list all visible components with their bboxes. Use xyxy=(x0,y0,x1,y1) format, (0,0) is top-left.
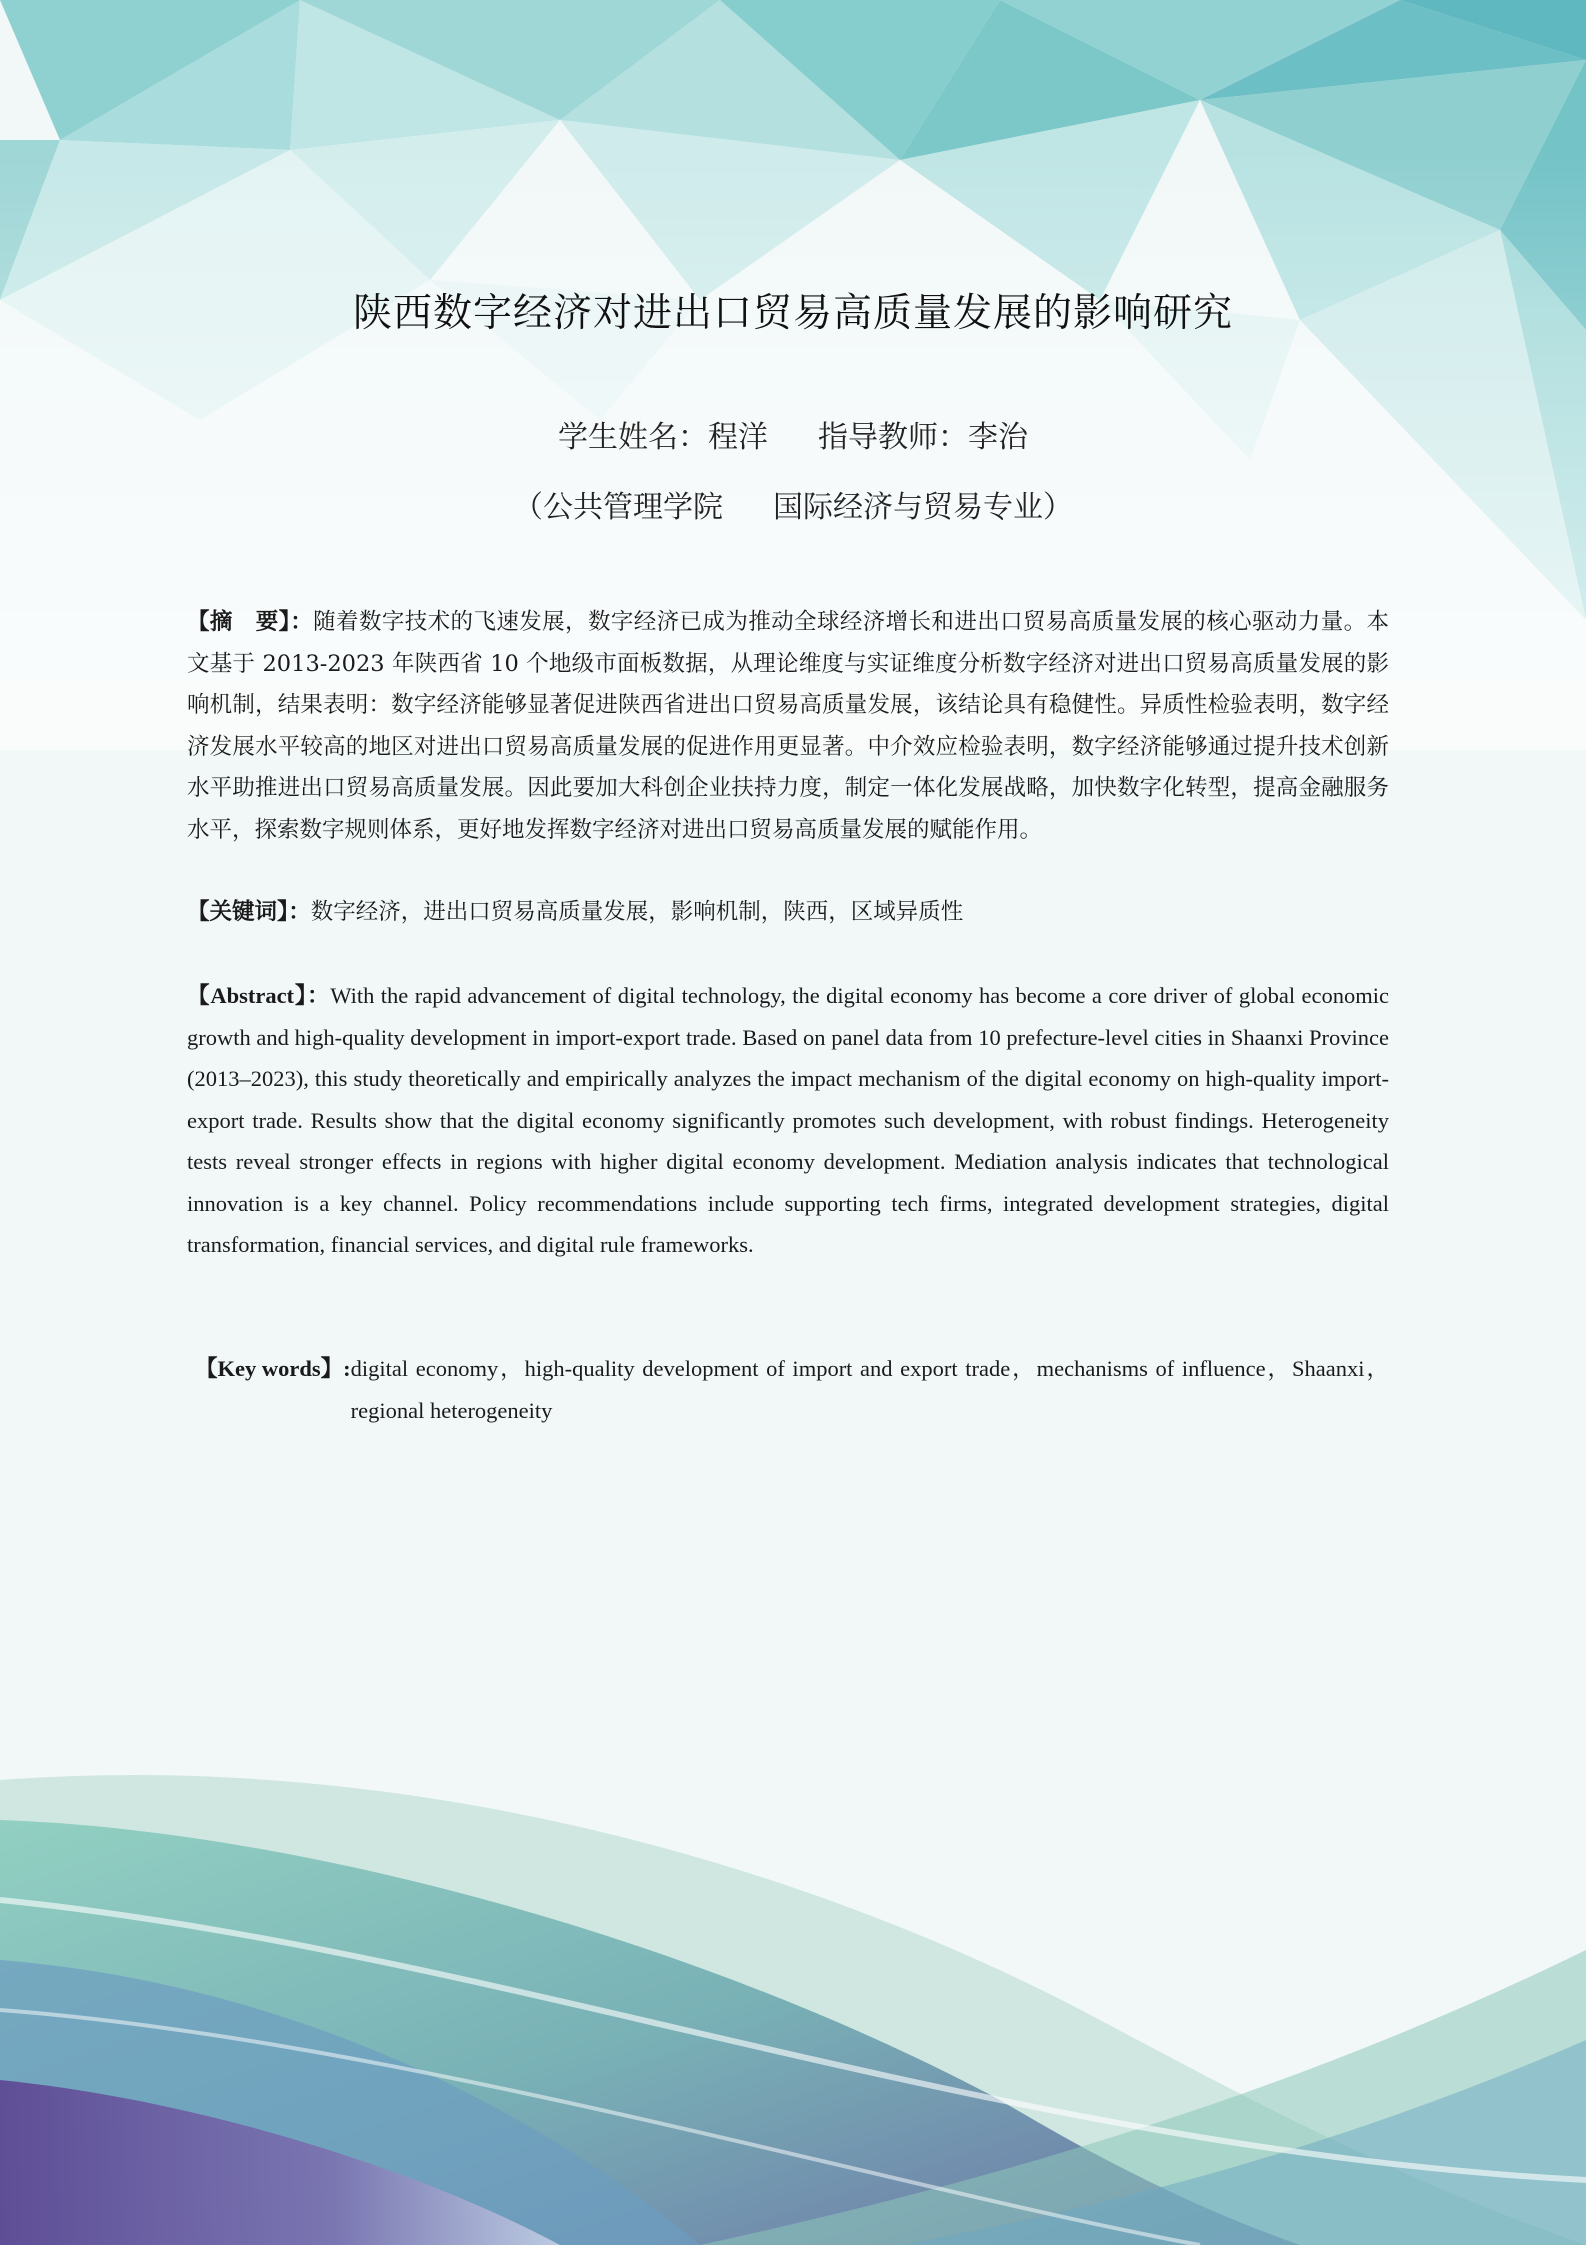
author-line xyxy=(0,412,1586,456)
advisor-name: 指导教师：李治 xyxy=(818,420,1028,455)
paper-title: 陕西数字经济对进出口贸易高质量发展的影响研究 xyxy=(352,291,1233,336)
keywords-zh xyxy=(187,892,1389,934)
abstract-zh-text: 随着数字技术的飞速发展，数字经济已成为推动全球经济增长和进出口贸易高质量发展的核心驱动力量。本文基于 2013-2023 年陕西省 10 个地级市面板数据，从理论维度与实证维度分析数字经济对进出口贸易高质量发展的影响机制，结果表明：数字经济能够显著促进陕西省进出口贸易高质量发展，该结论具有稳健性。异质性检验表明，数字经济发展水平较高的地区对进出口贸易高质量发展的促进作用更显著。中介效应检验表明，数字经济能够通过提升技术创新水平助推进出口贸易高质量发展。因此要加大科创企业扶持力度，制定一体化发展战略，加快数字化转型，提高金融服务水平，探索数字规则体系，更好地发挥数字经济对进出口贸易高质量发展的赋能作用。 xyxy=(187,609,1389,843)
keywords-zh-label: 【关键词】： xyxy=(187,899,311,925)
keywords-en-text: digital economy，high-quality development of import and export trade，mechanisms of influence，Shaanxi，regional heterogeneity xyxy=(350,1356,1389,1423)
major-name: 国际经济与贸易专业） xyxy=(773,490,1073,525)
student-name: 学生姓名：程洋 xyxy=(558,420,768,455)
affiliation-line xyxy=(0,482,1586,526)
keywords-en xyxy=(187,1348,1389,1431)
abstract-en xyxy=(187,975,1389,1266)
abstract-zh xyxy=(187,602,1389,851)
abstract-zh-label: 【摘 要】： xyxy=(187,609,314,635)
abstract-en-label: 【Abstract】： xyxy=(187,983,331,1008)
abstract-en-text: With the rapid advancement of digital technology, the digital economy has become a core driver of global economic growth and high-quality development in import-export trade. Based on panel data from 10 prefecture-level cities in Shaanxi Province (2013–2023), this study theoretically and empirically analyzes the impact mechanism of the digital economy on high-quality import-export trade. Results show that the digital economy significantly promotes such development, with robust findings. Heterogeneity tests reveal stronger effects in regions with higher digital economy development. Mediation analysis indicates that technological innovation is a key channel. Policy recommendations include supporting tech firms, integrated development strategies, digital transformation, financial services, and digital rule frameworks. xyxy=(187,983,1389,1257)
keywords-en-label: 【Key words】: xyxy=(195,1356,351,1381)
keywords-zh-text: 数字经济，进出口贸易高质量发展，影响机制，陕西，区域异质性 xyxy=(310,899,964,925)
school-name: （公共管理学院 xyxy=(513,490,723,525)
